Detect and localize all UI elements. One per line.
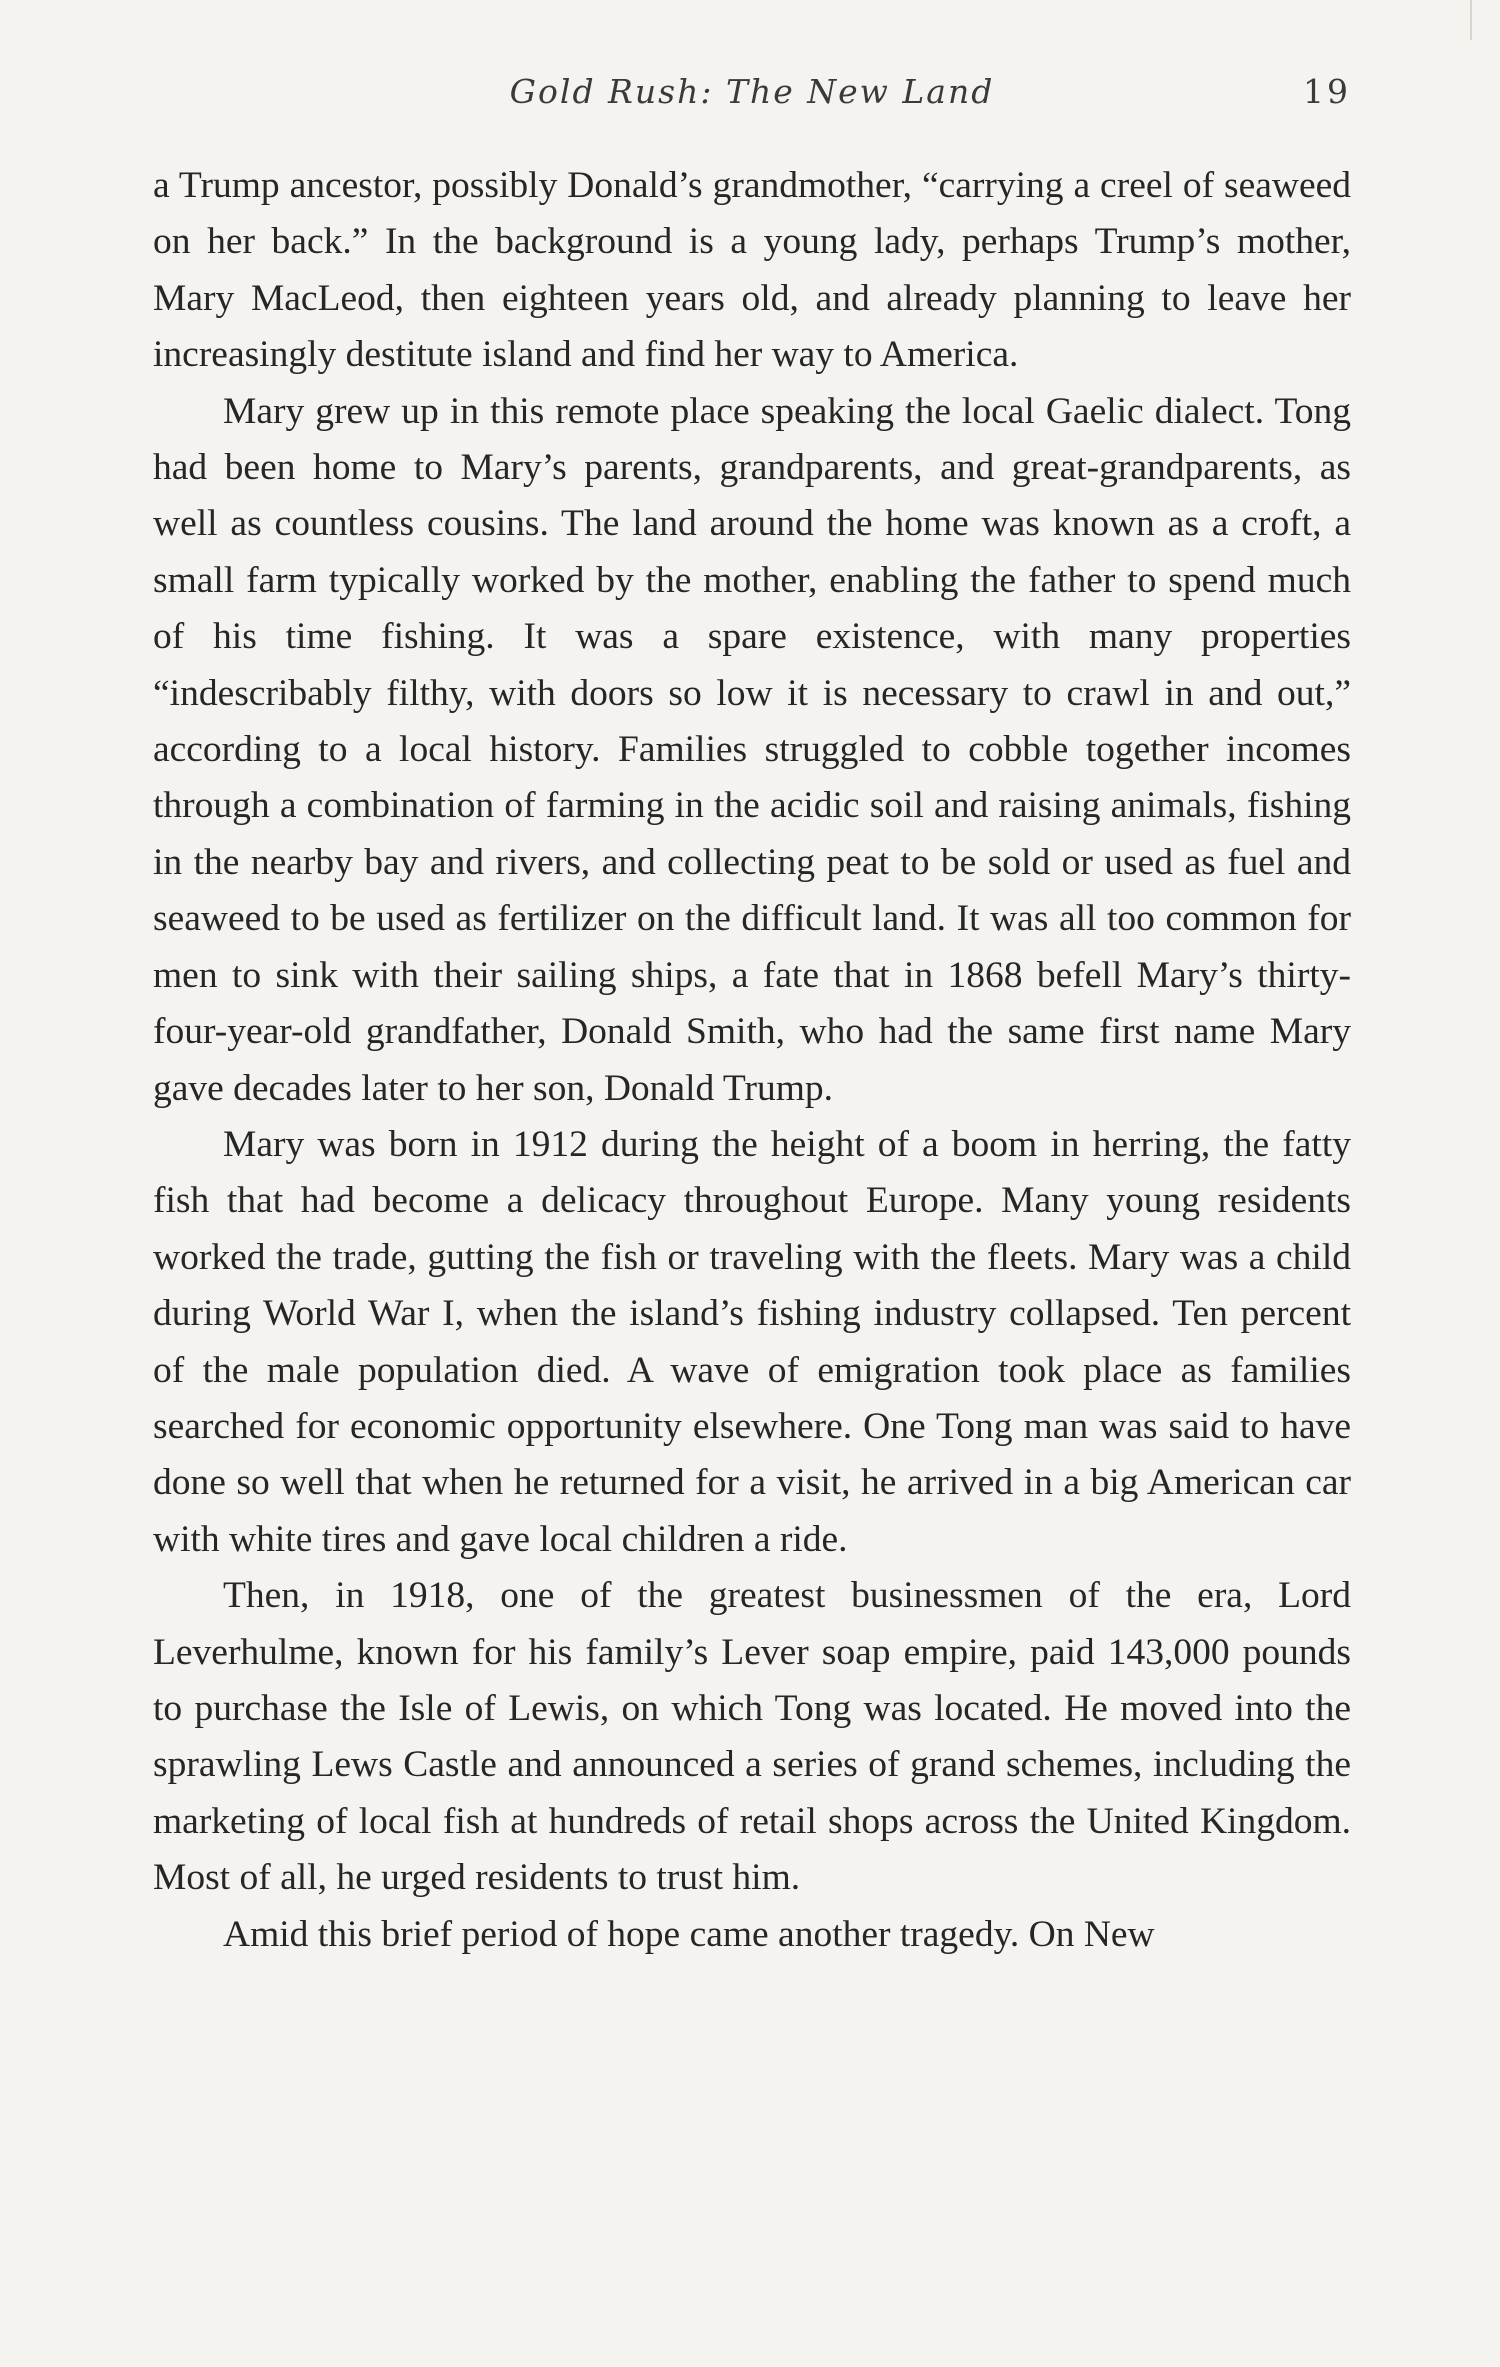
paragraph-last: Amid this brief period of hope came another tragedy. On New <box>223 1913 1155 1955</box>
paragraph: Mary was born in 1912 during the height of a boom in herring, the fatty fish that had become a delicacy throughout Europe. Many young residents worked the trade, gutting the fish or traveling with the fleets. Mary was a child during World War I, when the island’s fishing industry collapsed. Ten percent of the male population died. A wave of emigration took place as families searched for economic opportunity elsewhere. One Tong man was said to have done so well that when he returned for a visit, he arrived in a big American car with white tires and gave local children a ride. <box>153 1123 1351 1560</box>
page-number: 19 <box>1303 72 1351 111</box>
paragraph: Mary grew up in this remote place speaking the local Gaelic dialect. Tong had been home to Mary’s parents, grandparents, and great-grandparents, as well as countless cousins. The land around the home was known as a croft, a small farm typically worked by the mother, enabling the father to spend much of his time fishing. It was a spare existence, with many properties “indescribably filthy, with doors so low it is necessary to crawl in and out,” according to a local history. Families struggled to cobble together incomes through a combination of farming in the acidic soil and raising animals, fishing in the nearby bay and rivers, and collecting peat to be sold or used as fuel and seaweed to be used as fertilizer on the difficult land. It was all too common for men to sink with their sailing ships, a fate that in 1868 befell Mary’s thirty-four-year-old grandfather, Donald Smith, who had the same first name Mary gave decades later to her son, Donald Trump. <box>153 390 1351 1109</box>
running-title: Gold Rush: The New Land <box>509 72 995 111</box>
body-text <box>153 158 1351 1963</box>
page-edge-mark <box>1470 0 1472 40</box>
paragraph-continued: a Trump ancestor, possibly Donald’s grandmother, “carrying a creel of seaweed on her back.” In the background is a young lady, perhaps Trump’s mother, Mary MacLeod, then eighteen years old, and already planning to leave her increasingly destitute island and find her way to America. <box>153 165 1351 376</box>
running-head <box>153 72 1351 122</box>
paragraph: Then, in 1918, one of the greatest businessmen of the era, Lord Leverhulme, known for his family’s Lever soap empire, paid 143,000 pounds to purchase the Isle of Lewis, on which Tong was located. He moved into the sprawling Lews Castle and announced a series of grand schemes, including the marketing of local fish at hundreds of retail shops across the United Kingdom. Most of all, he urged residents to trust him. <box>153 1575 1351 1899</box>
